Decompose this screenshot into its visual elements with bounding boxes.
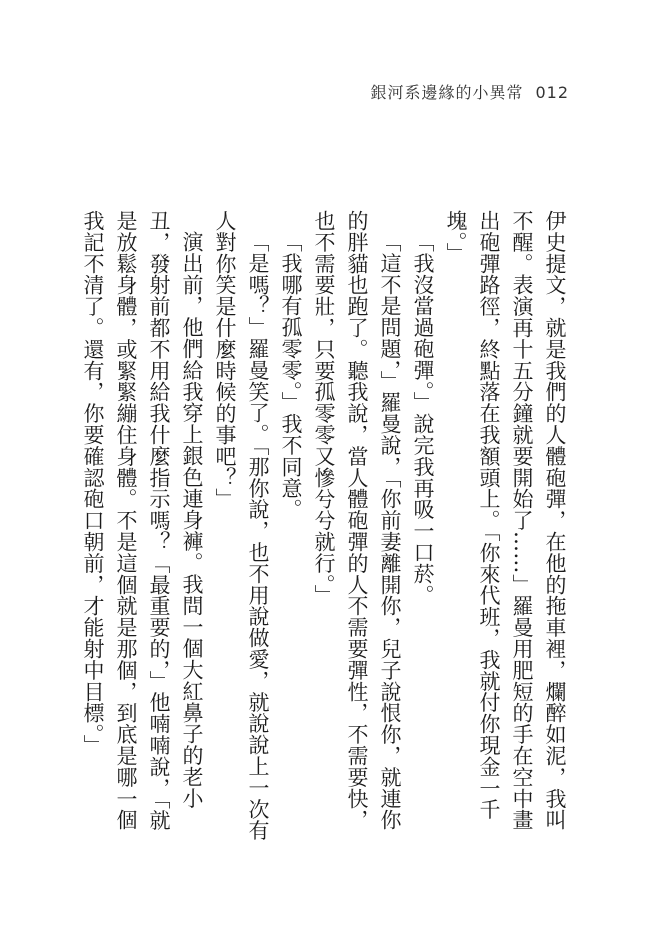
paragraph: 演出前，他們給我穿上銀色連身褲。我問一個大紅鼻子的老小丑，發射前都不用給我什麼指示嗎？「最重要的，」他喃喃說，「就是放鬆身體，或緊緊繃住身體。不是這個就是那個，到底是哪一個我記不清了。還有，你要確認砲口朝前，才能射中目標。」 xyxy=(81,210,204,831)
paragraph: 「我哪有孤零零。」我不同意。 xyxy=(279,231,303,521)
paragraph: 「這不是問題，」羅曼說，「你前妻離開你，兒子說恨你，就連你的胖貓也跑了。聽我說，當人體砲彈的人不需要彈性，不需要快，也不需要壯，只要孤零零又慘兮兮就行。」 xyxy=(312,210,402,831)
paragraph: 「我沒當過砲彈。」說完我再吸一口菸。 xyxy=(411,231,435,606)
book-title: 銀河系邊緣的小異常 xyxy=(370,83,524,102)
paragraph: 「是嗎？」羅曼笑了。「那你說，也不用說做愛，就說說上一次有人對你笑是什麼時候的事吧？」 xyxy=(213,210,270,842)
paragraph: 伊史提文，就是我們的人體砲彈，在他的拖車裡，爛醉如泥，我叫不醒。表演再十五分鐘就要開始了……」羅曼用肥短的手在空中畫出砲彈路徑，終點落在我額頭上。「你來代班，我就付你現金一千塊。」 xyxy=(444,210,567,831)
page-number: 012 xyxy=(535,83,569,102)
running-header xyxy=(370,80,569,103)
body-text xyxy=(81,210,571,850)
